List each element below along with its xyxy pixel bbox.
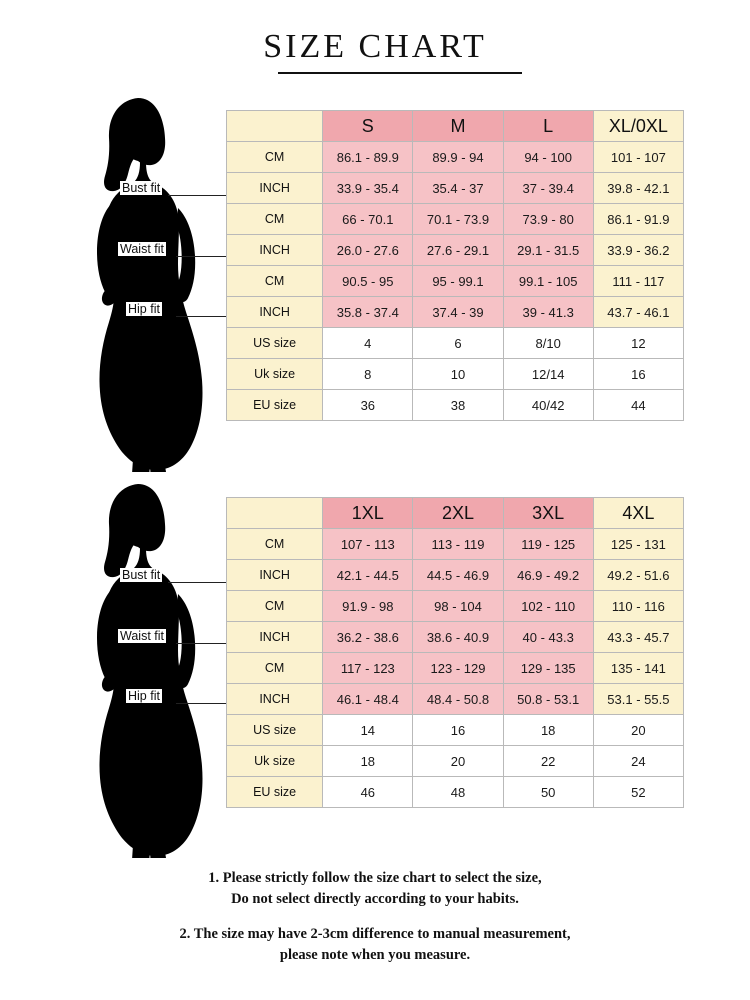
table-corner-cell: [227, 498, 323, 529]
cell: 20: [413, 746, 503, 777]
table-row: [227, 622, 684, 653]
table-corner-cell: [227, 111, 323, 142]
cell: 46.9 - 49.2: [503, 560, 593, 591]
table-row: [227, 266, 684, 297]
cell: 38.6 - 40.9: [413, 622, 503, 653]
cell: 95 - 99.1: [413, 266, 503, 297]
cell: 24: [593, 746, 683, 777]
table-row: [227, 297, 684, 328]
cell: 70.1 - 73.9: [413, 204, 503, 235]
row-label: CM: [227, 142, 323, 173]
cell: 26.0 - 27.6: [323, 235, 413, 266]
row-label: US size: [227, 715, 323, 746]
cell: 49.2 - 51.6: [593, 560, 683, 591]
cell: 38: [413, 390, 503, 421]
row-label: INCH: [227, 622, 323, 653]
column-header-2xl: 2XL: [413, 498, 503, 529]
row-label: INCH: [227, 235, 323, 266]
note-1-line-2: Do not select directly according to your habits.: [231, 891, 519, 908]
cell: 36: [323, 390, 413, 421]
cell: 99.1 - 105: [503, 266, 593, 297]
cell: 46: [323, 777, 413, 808]
cell: 22: [503, 746, 593, 777]
cell: 4: [323, 328, 413, 359]
waist-fit-label-top: Waist fit: [120, 242, 164, 256]
cell: 98 - 104: [413, 591, 503, 622]
cell: 89.9 - 94: [413, 142, 503, 173]
table-row: [227, 204, 684, 235]
cell: 33.9 - 36.2: [593, 235, 683, 266]
cell: 29.1 - 31.5: [503, 235, 593, 266]
note-2: [0, 924, 750, 966]
size-table-plus: [226, 497, 684, 808]
row-label: EU size: [227, 777, 323, 808]
cell: 37.4 - 39: [413, 297, 503, 328]
cell: 50: [503, 777, 593, 808]
bust-fit-label-bottom: Bust fit: [122, 568, 161, 582]
table-header-row: [227, 111, 684, 142]
cell: 107 - 113: [323, 529, 413, 560]
row-label: INCH: [227, 684, 323, 715]
cell: 129 - 135: [503, 653, 593, 684]
cell: 33.9 - 35.4: [323, 173, 413, 204]
cell: 12: [593, 328, 683, 359]
cell: 35.4 - 37: [413, 173, 503, 204]
cell: 40/42: [503, 390, 593, 421]
title-underline: [278, 72, 522, 74]
table-row: [227, 359, 684, 390]
note-2-line-2: please note when you measure.: [279, 947, 471, 964]
cell: 12/14: [503, 359, 593, 390]
cell: 42.1 - 44.5: [323, 560, 413, 591]
cell: 8/10: [503, 328, 593, 359]
table-row: [227, 235, 684, 266]
cell: 16: [593, 359, 683, 390]
cell: 113 - 119: [413, 529, 503, 560]
cell: 101 - 107: [593, 142, 683, 173]
cell: 86.1 - 89.9: [323, 142, 413, 173]
table-row: [227, 529, 684, 560]
cell: 44.5 - 46.9: [413, 560, 503, 591]
note-1-line-1: 1. Please strictly follow the size chart to select the size,: [208, 870, 542, 886]
cell: 35.8 - 37.4: [323, 297, 413, 328]
cell: 6: [413, 328, 503, 359]
hip-fit-label-top: Hip fit: [128, 302, 160, 316]
cell: 52: [593, 777, 683, 808]
cell: 48.4 - 50.8: [413, 684, 503, 715]
cell: 37 - 39.4: [503, 173, 593, 204]
cell: 36.2 - 38.6: [323, 622, 413, 653]
cell: 43.3 - 45.7: [593, 622, 683, 653]
column-header-1xl: 1XL: [323, 498, 413, 529]
cell: 39.8 - 42.1: [593, 173, 683, 204]
cell: 66 - 70.1: [323, 204, 413, 235]
row-label: CM: [227, 204, 323, 235]
row-label: CM: [227, 266, 323, 297]
table-row: [227, 173, 684, 204]
row-label: CM: [227, 591, 323, 622]
column-header-m: M: [413, 111, 503, 142]
cell: 117 - 123: [323, 653, 413, 684]
row-label: Uk size: [227, 359, 323, 390]
row-label: US size: [227, 328, 323, 359]
cell: 18: [503, 715, 593, 746]
cell: 46.1 - 48.4: [323, 684, 413, 715]
cell: 125 - 131: [593, 529, 683, 560]
cell: 73.9 - 80: [503, 204, 593, 235]
cell: 123 - 129: [413, 653, 503, 684]
table-row: [227, 142, 684, 173]
cell: 8: [323, 359, 413, 390]
bust-fit-label-top: Bust fit: [122, 181, 161, 195]
cell: 39 - 41.3: [503, 297, 593, 328]
cell: 48: [413, 777, 503, 808]
column-header-s: S: [323, 111, 413, 142]
row-label: EU size: [227, 390, 323, 421]
cell: 43.7 - 46.1: [593, 297, 683, 328]
column-header-xl: XL/0XL: [593, 111, 683, 142]
cell: 111 - 117: [593, 266, 683, 297]
cell: 119 - 125: [503, 529, 593, 560]
column-header-4xl: 4XL: [593, 498, 683, 529]
cell: 18: [323, 746, 413, 777]
hip-fit-label-bottom: Hip fit: [128, 689, 160, 703]
row-label: INCH: [227, 173, 323, 204]
cell: 40 - 43.3: [503, 622, 593, 653]
table-row: [227, 684, 684, 715]
cell: 44: [593, 390, 683, 421]
notes-section: [0, 868, 750, 980]
table-row: [227, 560, 684, 591]
table-row: [227, 715, 684, 746]
column-header-l: L: [503, 111, 593, 142]
cell: 90.5 - 95: [323, 266, 413, 297]
size-table-standard: [226, 110, 684, 421]
cell: 135 - 141: [593, 653, 683, 684]
note-1: [0, 868, 750, 910]
row-label: CM: [227, 529, 323, 560]
table-header-row: [227, 498, 684, 529]
cell: 14: [323, 715, 413, 746]
row-label: INCH: [227, 297, 323, 328]
cell: 110 - 116: [593, 591, 683, 622]
female-silhouette-bottom: [78, 478, 238, 858]
waist-fit-label-bottom: Waist fit: [120, 629, 164, 643]
cell: 16: [413, 715, 503, 746]
cell: 102 - 110: [503, 591, 593, 622]
table-row: [227, 777, 684, 808]
cell: 27.6 - 29.1: [413, 235, 503, 266]
page-title: SIZE CHART: [263, 28, 487, 65]
column-header-3xl: 3XL: [503, 498, 593, 529]
table-row: [227, 328, 684, 359]
table-row: [227, 653, 684, 684]
row-label: INCH: [227, 560, 323, 591]
row-label: CM: [227, 653, 323, 684]
note-2-line-1: 2. The size may have 2-3cm difference to manual measurement,: [179, 926, 571, 943]
cell: 50.8 - 53.1: [503, 684, 593, 715]
table-row: [227, 390, 684, 421]
cell: 20: [593, 715, 683, 746]
female-silhouette-top: [78, 92, 238, 472]
cell: 86.1 - 91.9: [593, 204, 683, 235]
row-label: Uk size: [227, 746, 323, 777]
cell: 53.1 - 55.5: [593, 684, 683, 715]
cell: 10: [413, 359, 503, 390]
cell: 91.9 - 98: [323, 591, 413, 622]
table-row: [227, 591, 684, 622]
cell: 94 - 100: [503, 142, 593, 173]
table-row: [227, 746, 684, 777]
